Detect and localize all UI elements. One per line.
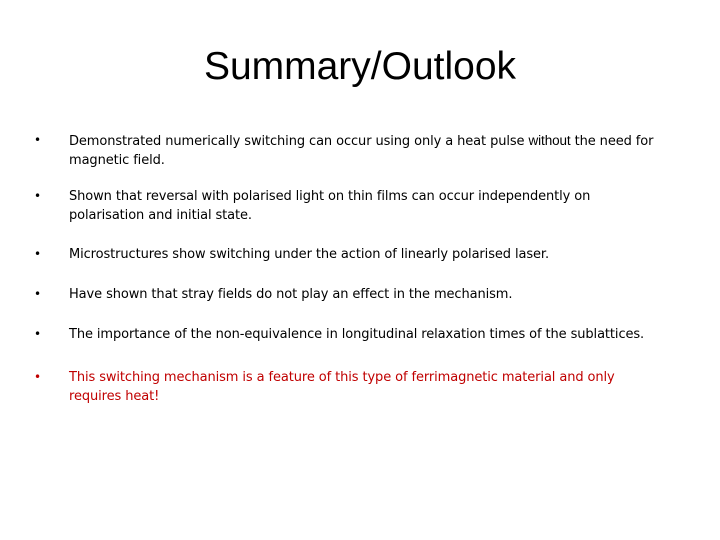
bullet-text: Demonstrated numerically switching can occur using only a heat pulse without the need for magnetic field. [69,133,654,168]
bullet-text: Have shown that stray fields do not play an effect in the mechanism. [69,287,513,302]
bullet-text: Shown that reversal with polarised light on thin films can occur independently on polarisation and initial state. [69,189,591,223]
bullet-point: • [34,327,42,341]
bullet-point: • [34,189,42,203]
bullet-point: • [34,370,42,384]
bullet-text: The importance of the non-equivalence in longitudinal relaxation times of the sublattices. [69,327,645,342]
slide-title: Summary/Outlook [203,45,517,88]
bullet-point: • [34,287,42,301]
bullet-point: • [34,133,42,147]
bullet-text: Microstructures show switching under the action of linearly polarised laser. [69,247,549,262]
bullet-text: This switching mechanism is a feature of this type of ferrimagnetic material and only requires heat! [69,370,615,404]
emphasized-word: without [528,133,571,148]
bullet-point: • [34,247,42,261]
